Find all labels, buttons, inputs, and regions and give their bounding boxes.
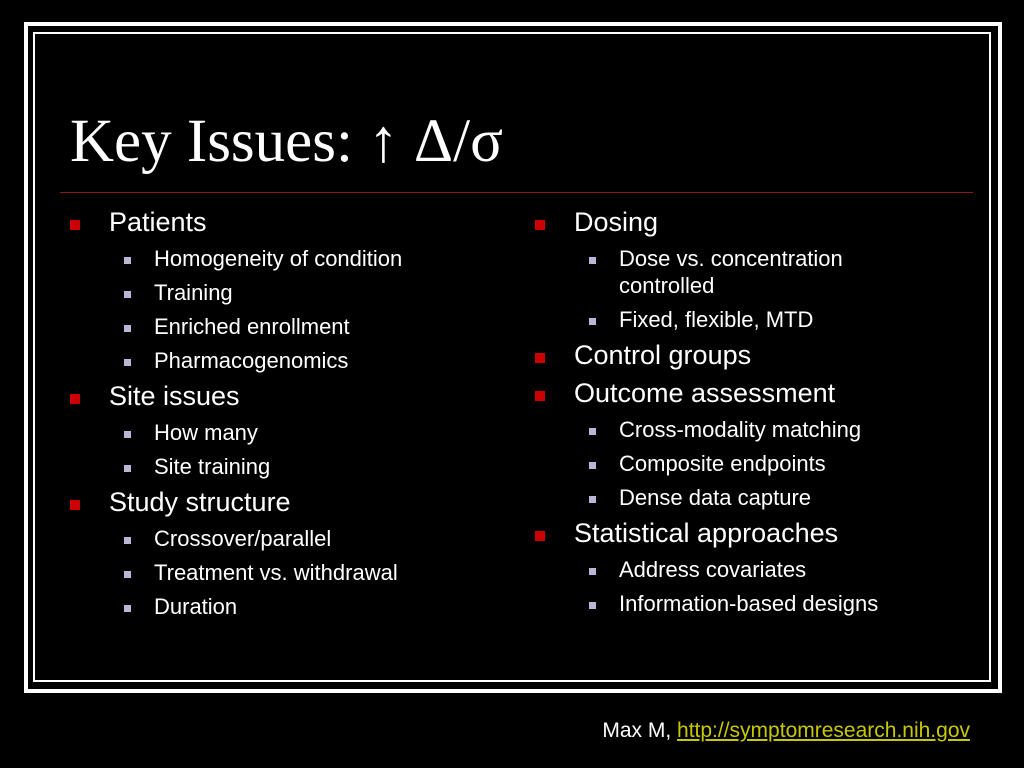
- small-square-bullet-icon: [124, 291, 131, 298]
- sub-bullet-label: How many: [154, 420, 258, 445]
- small-square-bullet-icon: [589, 568, 596, 575]
- sub-bullet-item: [70, 245, 470, 272]
- sub-bullet-label: Fixed, flexible, MTD: [619, 307, 814, 332]
- sub-bullet-label: Crossover/parallel: [154, 526, 332, 551]
- sub-bullet-item: [535, 416, 935, 443]
- small-square-bullet-icon: [589, 428, 596, 435]
- small-square-bullet-icon: [589, 496, 596, 503]
- small-square-bullet-icon: [589, 462, 596, 469]
- sub-bullet-label: Cross-modality matching: [619, 417, 862, 442]
- square-bullet-icon: [70, 394, 80, 404]
- sub-bullet-item: [535, 484, 935, 511]
- small-square-bullet-icon: [124, 465, 131, 472]
- left-bullet-column: [70, 206, 470, 620]
- bullet-item: [70, 380, 470, 412]
- sub-bullet-item: [70, 525, 470, 552]
- bullet-item: [535, 377, 935, 409]
- sub-bullet-item: [70, 593, 470, 620]
- footer-citation: [602, 716, 970, 746]
- sub-bullet-label: Composite endpoints: [619, 451, 826, 476]
- sub-bullet-label: Address covariates: [619, 557, 807, 582]
- sub-bullet-label: Enriched enrollment: [154, 314, 350, 339]
- sub-bullet-item: [535, 306, 935, 333]
- bullet-item: [70, 486, 470, 518]
- small-square-bullet-icon: [124, 571, 131, 578]
- sub-bullet-label: Information-based designs: [619, 591, 879, 616]
- right-bullet-column: [535, 206, 935, 617]
- small-square-bullet-icon: [124, 325, 131, 332]
- small-square-bullet-icon: [124, 257, 131, 264]
- small-square-bullet-icon: [124, 431, 131, 438]
- sub-bullet-item: [70, 279, 470, 306]
- footer-link[interactable]: http://symptomresearch.nih.gov: [677, 719, 970, 742]
- sub-bullet-item: [70, 313, 470, 340]
- square-bullet-icon: [70, 500, 80, 510]
- footer-author: Max M,: [602, 719, 672, 742]
- bullet-item: [535, 517, 935, 549]
- bullet-label: Site issues: [109, 381, 240, 411]
- bullet-label: Dosing: [574, 207, 659, 237]
- sub-bullet-label: Duration: [154, 594, 238, 619]
- bullet-item: [535, 206, 935, 238]
- small-square-bullet-icon: [589, 257, 596, 264]
- square-bullet-icon: [535, 391, 545, 401]
- small-square-bullet-icon: [124, 605, 131, 612]
- bullet-item: [70, 206, 470, 238]
- sub-bullet-label: Training: [154, 280, 233, 305]
- sub-bullet-item: [535, 245, 935, 299]
- square-bullet-icon: [535, 353, 545, 363]
- bullet-label: Control groups: [574, 340, 752, 370]
- sub-bullet-label: Pharmacogenomics: [154, 348, 349, 373]
- small-square-bullet-icon: [124, 537, 131, 544]
- sub-bullet-label: Dense data capture: [619, 485, 812, 510]
- square-bullet-icon: [535, 220, 545, 230]
- square-bullet-icon: [535, 531, 545, 541]
- sub-bullet-item: [70, 559, 470, 586]
- sub-bullet-item: [535, 556, 935, 583]
- small-square-bullet-icon: [589, 602, 596, 609]
- title-divider: [60, 192, 973, 193]
- sub-bullet-label: Homogeneity of condition: [154, 246, 403, 271]
- sub-bullet-item: [70, 347, 470, 374]
- slide-title: Key Issues: ↑ Δ/σ: [70, 108, 503, 175]
- bullet-label: Study structure: [109, 487, 291, 517]
- bullet-label: Outcome assessment: [574, 378, 836, 408]
- small-square-bullet-icon: [589, 318, 596, 325]
- sub-bullet-label: Treatment vs. withdrawal: [154, 560, 398, 585]
- square-bullet-icon: [70, 220, 80, 230]
- sub-bullet-item: [70, 453, 470, 480]
- sub-bullet-item: [535, 590, 935, 617]
- small-square-bullet-icon: [124, 359, 131, 366]
- sub-bullet-label: Dose vs. concentration controlled: [619, 246, 843, 298]
- sub-bullet-item: [70, 419, 470, 446]
- bullet-label: Patients: [109, 207, 207, 237]
- bullet-item: [535, 339, 935, 371]
- bullet-label: Statistical approaches: [574, 518, 839, 548]
- sub-bullet-item: [535, 450, 935, 477]
- sub-bullet-label: Site training: [154, 454, 271, 479]
